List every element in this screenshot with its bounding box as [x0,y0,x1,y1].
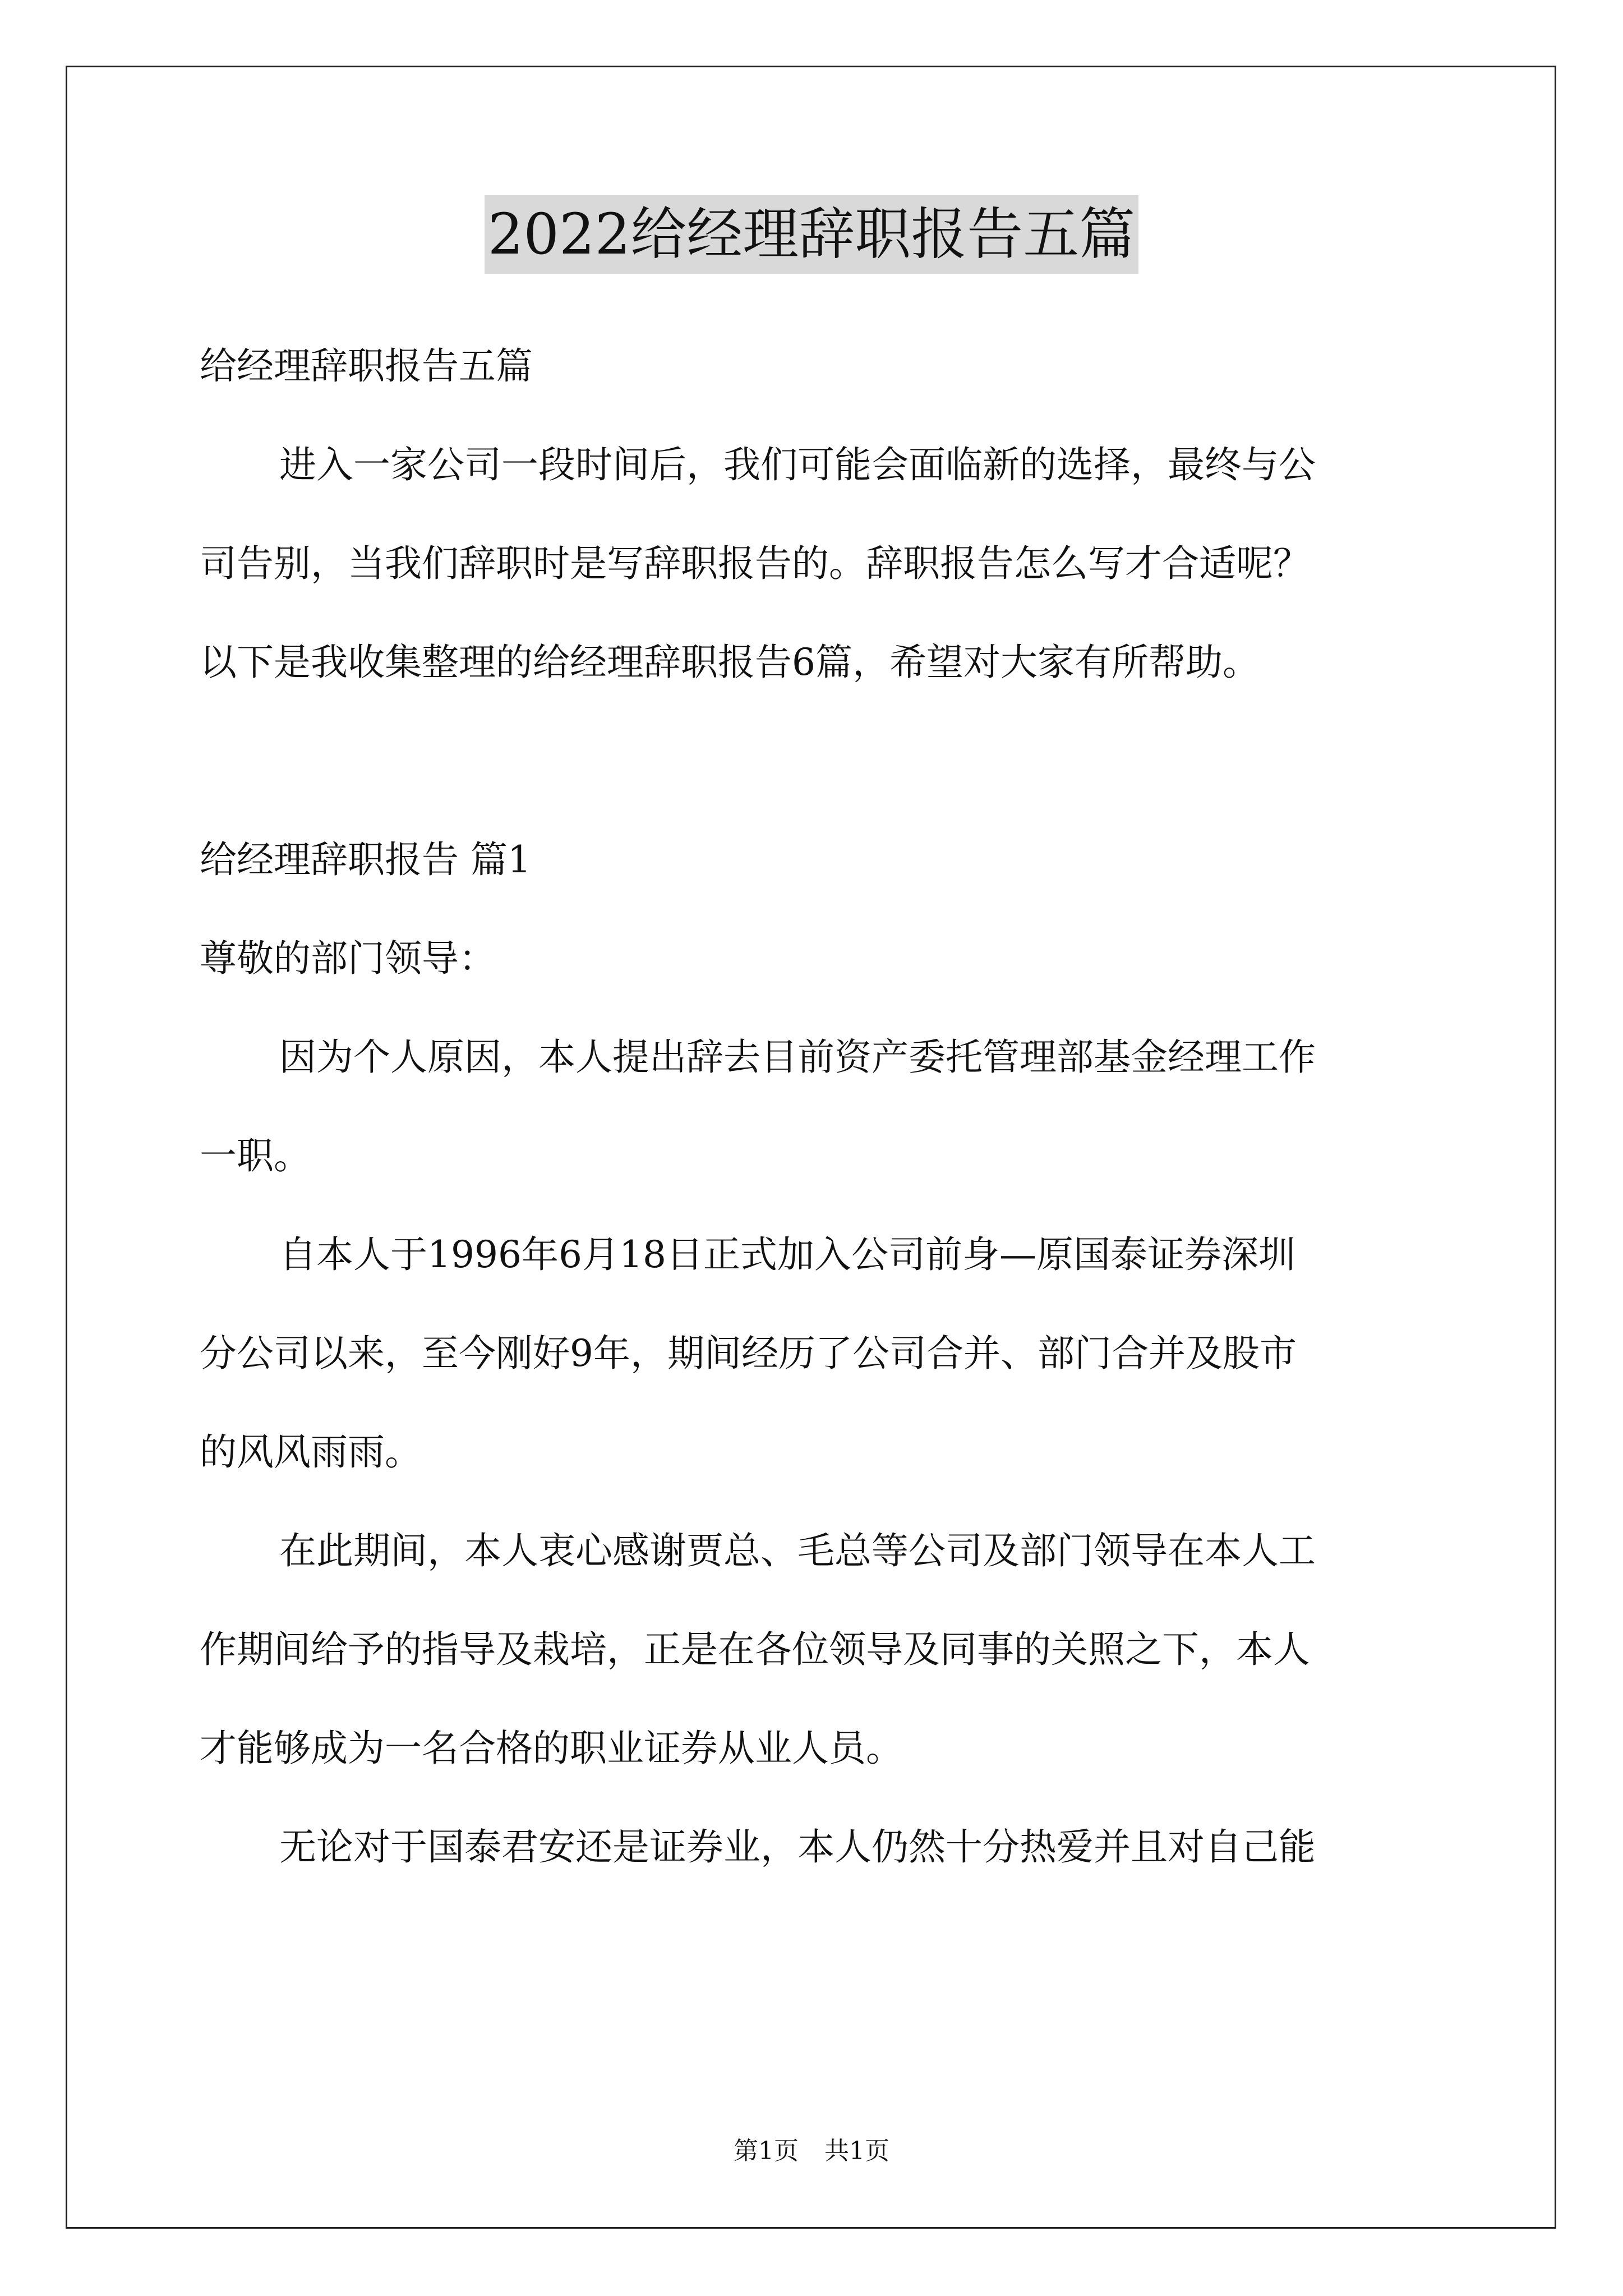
title-container [0,195,1623,274]
paragraph-line: 作期间给予的指导及栽培，正是在各位领导及同事的关照之下，本人 [200,1628,1310,1671]
paragraph-line: 以下是我收集整理的给经理辞职报告6篇，希望对大家有所帮助。 [200,641,1260,684]
blank-line [200,712,1433,811]
page-number: 第1页 [734,2137,799,2165]
paragraph-line: 一职。 [200,1134,311,1177]
page-total: 共1页 [824,2137,889,2165]
paragraph-line: 因为个人原因，本人提出辞去目前资产委托管理部基金经理工作 [279,1036,1316,1079]
paragraph-line: 无论对于国泰君安还是证券业，本人仍然十分热爱并且对自己能 [279,1825,1316,1869]
paragraph-line: 才能够成为一名合格的职业证券从业人员。 [200,1727,903,1770]
section-heading: 给经理辞职报告 篇1 [200,838,531,881]
section-heading: 给经理辞职报告五篇 [200,344,533,388]
paragraph-line: 的风风雨雨。 [200,1430,422,1474]
paragraph-line: 进入一家公司一段时间后，我们可能会面临新的选择，最终与公 [279,443,1316,486]
document-title: 2022给经理辞职报告五篇 [485,195,1139,274]
salutation: 尊敬的部门领导： [200,937,496,980]
paragraph-line: 分公司以来，至今刚好9年，期间经历了公司合并、部门合并及股市 [200,1332,1297,1375]
paragraph-line: 在此期间，本人衷心感谢贾总、毛总等公司及部门领导在本人工 [279,1529,1316,1572]
paragraph-line: 司告别，当我们辞职时是写辞职报告的。辞职报告怎么写才合适呢？ [200,542,1310,585]
page-footer [0,2134,1623,2168]
paragraph-line: 自本人于1996年6月18日正式加入公司前身—原国泰证券深圳 [279,1233,1295,1276]
document-body [200,317,1433,1897]
